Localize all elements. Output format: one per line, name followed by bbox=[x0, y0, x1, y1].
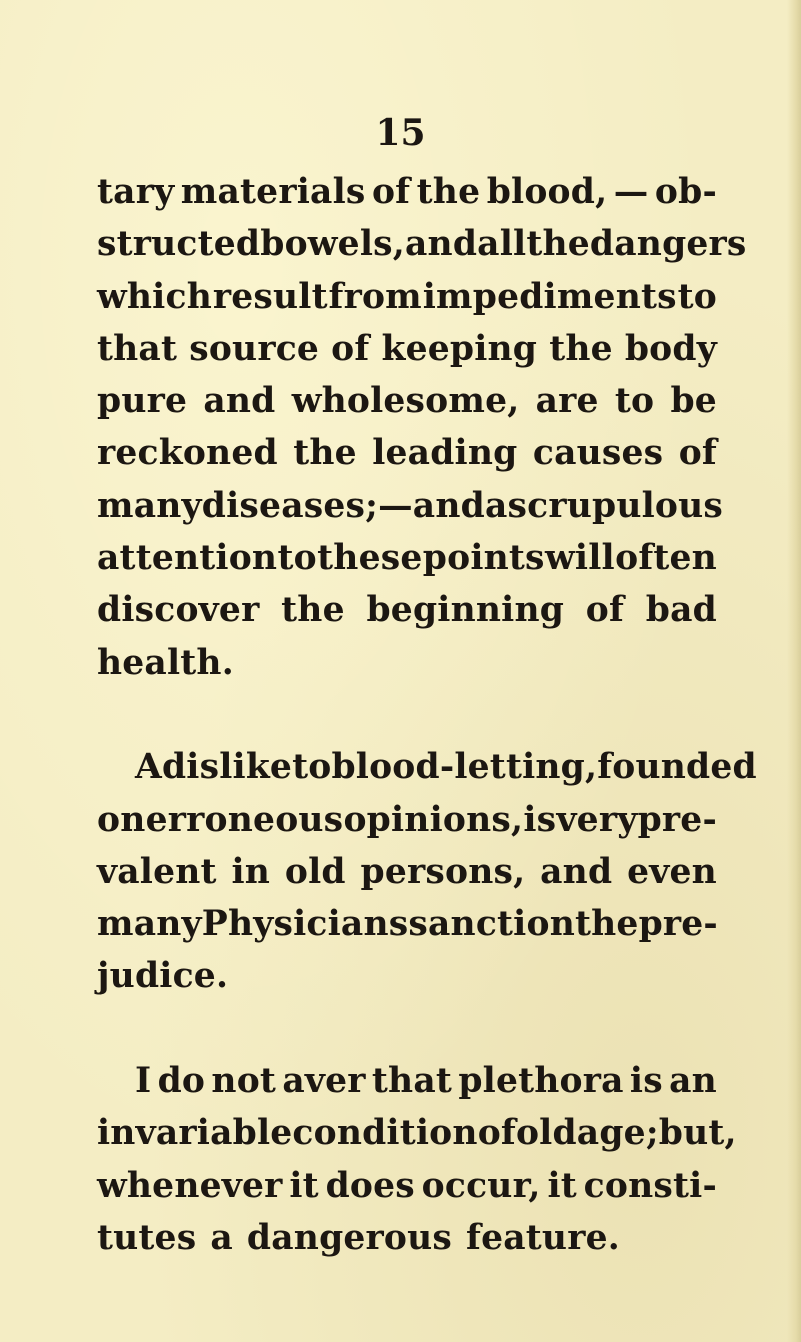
word: the bbox=[293, 433, 357, 474]
word: blood, bbox=[486, 172, 608, 212]
word: attention bbox=[97, 538, 278, 579]
word: very bbox=[556, 799, 638, 840]
word: to bbox=[677, 276, 717, 317]
word: diseases bbox=[201, 485, 366, 526]
word: and bbox=[412, 485, 485, 526]
word: of bbox=[678, 433, 717, 474]
word: of bbox=[371, 172, 411, 212]
word: points bbox=[422, 538, 545, 579]
word: the bbox=[281, 590, 345, 631]
word: but, bbox=[658, 1113, 737, 1154]
word: wholesome, bbox=[291, 381, 520, 422]
word: consti- bbox=[583, 1165, 717, 1206]
word: I bbox=[135, 1061, 152, 1102]
word: dangerous bbox=[246, 1217, 453, 1258]
word: that bbox=[371, 1061, 453, 1102]
word: these bbox=[317, 538, 423, 579]
text-line bbox=[97, 898, 717, 950]
word: it bbox=[289, 1165, 319, 1206]
word: often bbox=[615, 538, 717, 579]
word: source bbox=[189, 328, 320, 369]
word: be bbox=[670, 381, 717, 422]
word: a bbox=[484, 485, 508, 526]
word: tary bbox=[97, 172, 175, 212]
word: pre- bbox=[637, 799, 717, 840]
word: the bbox=[526, 224, 590, 265]
word: age bbox=[576, 1113, 646, 1154]
word: keeping bbox=[381, 328, 538, 369]
word: leading bbox=[372, 433, 518, 474]
word: — bbox=[378, 485, 413, 526]
word: the bbox=[574, 904, 639, 945]
word: discover bbox=[97, 590, 260, 631]
word: tutes bbox=[97, 1217, 197, 1258]
text-line bbox=[97, 218, 747, 270]
word: the bbox=[549, 328, 613, 369]
word: it bbox=[547, 1165, 577, 1206]
text-line bbox=[97, 323, 717, 375]
word: A bbox=[135, 747, 162, 788]
word: all bbox=[477, 224, 527, 265]
text-line bbox=[97, 166, 717, 218]
text-line bbox=[97, 1212, 717, 1264]
word: ; bbox=[645, 1113, 659, 1154]
word: ob- bbox=[654, 172, 717, 212]
word: of bbox=[585, 590, 625, 631]
word: structed bbox=[97, 224, 261, 265]
word: old bbox=[515, 1113, 577, 1154]
word: and bbox=[540, 851, 613, 892]
word: old bbox=[284, 851, 346, 892]
word: to bbox=[277, 538, 317, 579]
word: which bbox=[97, 276, 212, 317]
word: that bbox=[97, 328, 178, 369]
word: scrupulous bbox=[507, 485, 724, 526]
word: in bbox=[231, 851, 271, 892]
word: opinions, bbox=[343, 799, 524, 840]
word: on bbox=[97, 799, 146, 840]
word: beginning bbox=[366, 590, 565, 631]
word: impediments bbox=[422, 276, 677, 317]
word: plethora bbox=[458, 1061, 624, 1102]
word: pure bbox=[97, 381, 188, 422]
word: bowels, bbox=[260, 224, 405, 265]
word: founded bbox=[597, 747, 757, 788]
word: from bbox=[328, 276, 422, 317]
word: pre- bbox=[638, 904, 718, 945]
word: many bbox=[97, 485, 202, 526]
word: of bbox=[477, 1113, 516, 1154]
page-edge bbox=[787, 0, 801, 1342]
text-line bbox=[97, 584, 717, 636]
text-line bbox=[97, 846, 717, 898]
word: to bbox=[614, 381, 655, 422]
word: aver bbox=[282, 1061, 366, 1102]
word: result bbox=[212, 276, 328, 317]
page-number: 15 bbox=[375, 112, 426, 154]
word: health. bbox=[97, 642, 234, 683]
word: even bbox=[627, 851, 717, 892]
text-line bbox=[97, 741, 757, 793]
word: judice. bbox=[97, 956, 229, 997]
word: erroneous bbox=[145, 799, 344, 840]
word: occur, bbox=[421, 1165, 541, 1206]
text-line bbox=[97, 1160, 717, 1212]
word: sanction bbox=[408, 904, 575, 945]
text-line bbox=[97, 375, 717, 427]
word: dangers bbox=[589, 224, 747, 265]
word: dislike bbox=[161, 747, 293, 788]
word: ; bbox=[365, 485, 379, 526]
word: invariable bbox=[97, 1113, 293, 1154]
text-line bbox=[97, 637, 717, 689]
word: are bbox=[535, 381, 599, 422]
word: a bbox=[210, 1217, 233, 1258]
word: and bbox=[203, 381, 276, 422]
word: reckoned bbox=[97, 433, 278, 474]
paragraph bbox=[97, 166, 747, 689]
word: and bbox=[404, 224, 478, 265]
text-line bbox=[97, 1055, 717, 1107]
word: Physicians bbox=[201, 904, 409, 945]
text-line bbox=[97, 532, 717, 584]
word: the bbox=[416, 172, 481, 212]
paragraph-gap bbox=[97, 1003, 717, 1055]
text-line bbox=[97, 794, 717, 846]
word: many bbox=[97, 904, 202, 945]
word: is bbox=[629, 1061, 663, 1102]
word: feature. bbox=[466, 1217, 620, 1258]
text-line bbox=[97, 1107, 737, 1159]
word: an bbox=[669, 1061, 717, 1102]
word: to bbox=[292, 747, 332, 788]
text-line bbox=[97, 950, 717, 1002]
word: is bbox=[523, 799, 557, 840]
word: not bbox=[211, 1061, 277, 1102]
paragraph bbox=[97, 1055, 737, 1264]
word: of bbox=[331, 328, 370, 369]
word: whenever bbox=[97, 1165, 283, 1206]
text-line bbox=[97, 480, 724, 532]
word: valent bbox=[97, 851, 217, 892]
paragraph bbox=[97, 741, 757, 1002]
text-line bbox=[97, 427, 717, 479]
word: will bbox=[544, 538, 615, 579]
word: does bbox=[325, 1165, 415, 1206]
word: do bbox=[157, 1061, 206, 1102]
word: causes bbox=[532, 433, 664, 474]
paragraph-gap bbox=[97, 689, 717, 741]
word: — bbox=[613, 172, 649, 212]
word: persons, bbox=[360, 851, 526, 892]
word: body bbox=[624, 328, 717, 369]
word: bad bbox=[645, 590, 717, 631]
word: materials bbox=[180, 172, 366, 212]
word: blood-letting, bbox=[331, 747, 598, 788]
text-line bbox=[97, 271, 717, 323]
body-text bbox=[97, 166, 757, 1264]
word: condition bbox=[292, 1113, 478, 1154]
